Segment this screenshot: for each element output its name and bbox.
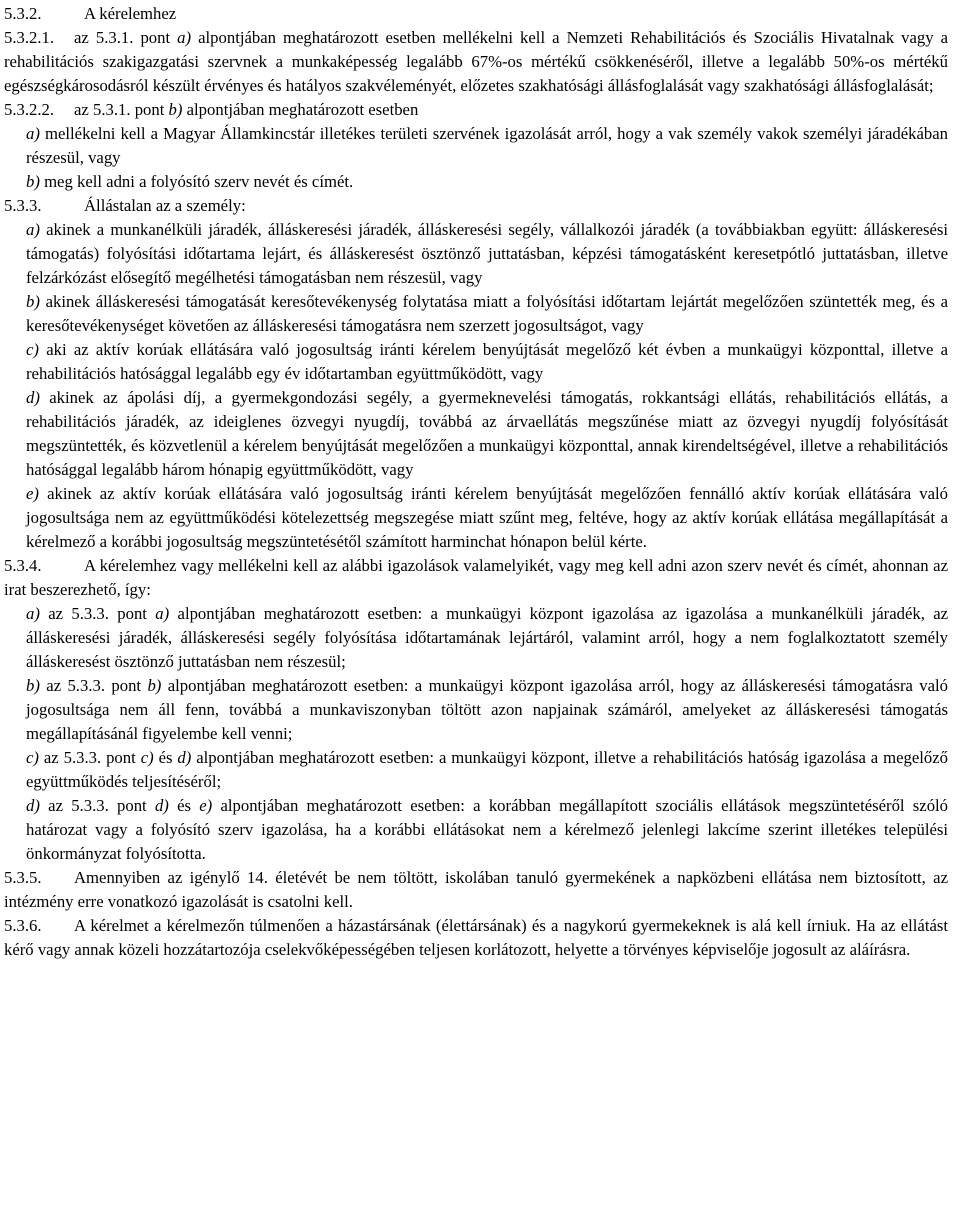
point-text: alpontjában meghatározott esetben: a korábban megállapított szociális ellátások megszüntetéséről szóló határozat vagy a folyósító szerv igazolása, ha a korábbi ellátásokat nem a kérelmező jelenlegi lakcíme szerint illetékes települési önkormányzat folyósította. bbox=[26, 796, 949, 863]
point-letter: d) bbox=[26, 796, 40, 815]
point-letter: d) bbox=[26, 388, 40, 407]
paragraph-text: alpontjában meghatározott esetben bbox=[186, 100, 419, 119]
reference: az 5.3.3. pont bbox=[48, 604, 147, 623]
paragraph-5-3-2-2 bbox=[4, 98, 948, 122]
point-letter: e) bbox=[26, 484, 39, 503]
point-5-3-3-c bbox=[4, 338, 948, 386]
paragraph-text: Állástalan az a személy: bbox=[84, 196, 246, 215]
reference: az 5.3.3. pont bbox=[43, 748, 136, 767]
reference-letter: b) bbox=[147, 676, 162, 695]
point-text: alpontjában meghatározott esetben: a munkaügyi központ, illetve a rehabilitációs hatóság igazolása a megelőző együttműködés teljesítéséről; bbox=[26, 748, 949, 791]
point-letter: b) bbox=[26, 676, 40, 695]
point-text: akinek az ápolási díj, a gyermekgondozási segély, a gyermeknevelési támogatás, rokkantsági ellátás, rehabilitációs ellátás, a rehabilitációs járadék, az ideiglenes özvegyi nyugdíj, továbbá az árvaellátás megszűnése miatt az özvegyi nyugdíj folyósítását megszüntették, és közvetlenül a kérelem benyújtását megelőzően a munkaügyi központtal, annak kirendeltségével, illetve a rehabilitációs hatósággal legalább három hónapig együttműködött, vagy bbox=[26, 388, 949, 479]
reference: az 5.3.1. pont bbox=[74, 28, 171, 47]
point-text: akinek álláskeresési támogatását keresőtevékenység folytatása miatt a folyósítási időtartam lejártát megelőzően szüntették meg, és a keresőtevékenységet követően az álláskeresési támogatásra nem szerzett jogosultságot, vagy bbox=[26, 292, 949, 335]
reference-letter: a) bbox=[155, 604, 170, 623]
section-title: A kérelemhez bbox=[84, 4, 177, 23]
point-text: alpontjában meghatározott esetben: a munkaügyi központ igazolása arról, hogy az álláskeresési támogatásra való jogosultsága nem áll fenn, továbbá a munkaviszonyban töltött azon napjainak számáról, amelyeket az álláskeresési támogatás megállapításánál figyelembe kell venni; bbox=[26, 676, 949, 743]
reference-letter: c) bbox=[140, 748, 154, 767]
section-number: 5.3.4. bbox=[4, 556, 42, 575]
point-letter: b) bbox=[26, 292, 40, 311]
reference: az 5.3.3. pont bbox=[48, 796, 147, 815]
point-5-3-3-b bbox=[4, 290, 948, 338]
point-text: akinek a munkanélküli járadék, álláskeresési járadék, álláskeresési segély, vállalkozói járadék (a továbbiakban együtt: álláskeresési támogatás) folyósítási időtartama lejárt, és álláskeresést ösztönző juttatásban, képzési támogatásként keresetpótló juttatásban, illetve felzárkózást elősegítő megélhetési támogatásban nem részesül, vagy bbox=[26, 220, 948, 287]
point-5-3-4-d bbox=[4, 794, 948, 866]
section-number: 5.3.3. bbox=[4, 196, 42, 215]
paragraph-5-3-6 bbox=[4, 914, 948, 962]
paragraph-text: alpontjában meghatározott esetben mellékelni kell a Nemzeti Rehabilitációs és Szociális Hivatalnak vagy a rehabilitációs szakigazgatási szervnek a munkaképesség legalább 67%-os mértékű csökkenéséről, illetve a legalább 50%-os mértékű egészségkárosodásról készült érvényes és hatályos szakvéleményét, előzetes szakhatósági állásfoglalását vagy szakhatósági állásfoglalását; bbox=[4, 28, 949, 95]
reference: az 5.3.1. pont bbox=[74, 100, 165, 119]
paragraph-text: A kérelemhez vagy mellékelni kell az alábbi igazolások valamelyikét, vagy meg kell adni azon szerv nevét és címét, ahonnan az irat beszerezhető, így: bbox=[4, 556, 948, 599]
point-letter: b) bbox=[26, 172, 40, 191]
reference-letter: a) bbox=[177, 28, 192, 47]
point-letter: c) bbox=[26, 748, 39, 767]
reference-letter-2: e) bbox=[199, 796, 213, 815]
point-text: alpontjában meghatározott esetben: a munkaügyi központ igazolása az igazolása a munkanélküli járadék, az álláskeresési járadék, álláskeresési segély folyósítása időtartamának lejártáról, valamint arról, hogy a nem foglalkoztatott személy álláskeresést ösztönző juttatásban nem részesül; bbox=[26, 604, 949, 671]
section-number: 5.3.2. bbox=[4, 4, 42, 23]
section-number: 5.3.5. bbox=[4, 868, 42, 887]
point-letter: a) bbox=[26, 220, 40, 239]
point-5-3-3-d bbox=[4, 386, 948, 482]
point-letter: a) bbox=[26, 604, 40, 623]
paragraph-text: A kérelmet a kérelmezőn túlmenően a házastársának (élettársának) és a nagykorú gyermekeknek is alá kell írniuk. Ha az ellátást kérő vagy annak közeli hozzátartozója cselekvőképességében teljesen korlátozott, helyette a törvényes képviselője jogosult az aláírásra. bbox=[4, 916, 948, 959]
reference: az 5.3.3. pont bbox=[46, 676, 142, 695]
section-number: 5.3.2.1. bbox=[4, 28, 55, 47]
paragraph-5-3-4 bbox=[4, 554, 948, 602]
reference-letter: b) bbox=[168, 100, 183, 119]
heading-5-3-2 bbox=[4, 2, 948, 26]
point-letter: a) bbox=[26, 124, 40, 143]
reference-conjunction: és bbox=[158, 748, 173, 767]
point-5-3-2-2-a bbox=[4, 122, 948, 170]
point-5-3-4-a bbox=[4, 602, 948, 674]
paragraph-text: Amennyiben az igénylő 14. életévét be nem töltött, iskolában tanuló gyermekének a napközbeni ellátása nem biztosított, az intézmény erre vonatkozó igazolását is csatolni kell. bbox=[4, 868, 948, 911]
point-text: aki az aktív korúak ellátására való jogosultság iránti kérelem benyújtását megelőző két évben a munkaügyi központtal, illetve a rehabilitációs hatósággal legalább egy év időtartamban együttműködött, vagy bbox=[26, 340, 949, 383]
reference-letter-2: d) bbox=[177, 748, 192, 767]
point-5-3-4-b bbox=[4, 674, 948, 746]
point-5-3-2-2-b bbox=[4, 170, 948, 194]
section-number: 5.3.2.2. bbox=[4, 100, 55, 119]
reference-conjunction: és bbox=[177, 796, 191, 815]
point-text: meg kell adni a folyósító szerv nevét és címét. bbox=[44, 172, 354, 191]
point-letter: c) bbox=[26, 340, 39, 359]
section-number: 5.3.6. bbox=[4, 916, 42, 935]
paragraph-5-3-5 bbox=[4, 866, 948, 914]
point-5-3-3-a bbox=[4, 218, 948, 290]
point-text: akinek az aktív korúak ellátására való jogosultság iránti kérelem benyújtását megelőzően fennálló aktív korúak ellátására való jogosultsága nem az együttműködési kötelezettség megszegése miatt szűnt meg, feltéve, hogy az aktív korúak ellátása megállapítását a kérelmező a korábbi jogosultság megszüntetésétől számított harminchat hónapon belül kérte. bbox=[26, 484, 949, 551]
point-text: mellékelni kell a Magyar Államkincstár illetékes területi szervének igazolását arról, hogy a vak személy vakok személyi járadékában részesül, vagy bbox=[26, 124, 948, 167]
point-5-3-3-e bbox=[4, 482, 948, 554]
point-5-3-4-c bbox=[4, 746, 948, 794]
paragraph-5-3-2-1 bbox=[4, 26, 948, 98]
paragraph-5-3-3 bbox=[4, 194, 948, 218]
reference-letter: d) bbox=[154, 796, 169, 815]
